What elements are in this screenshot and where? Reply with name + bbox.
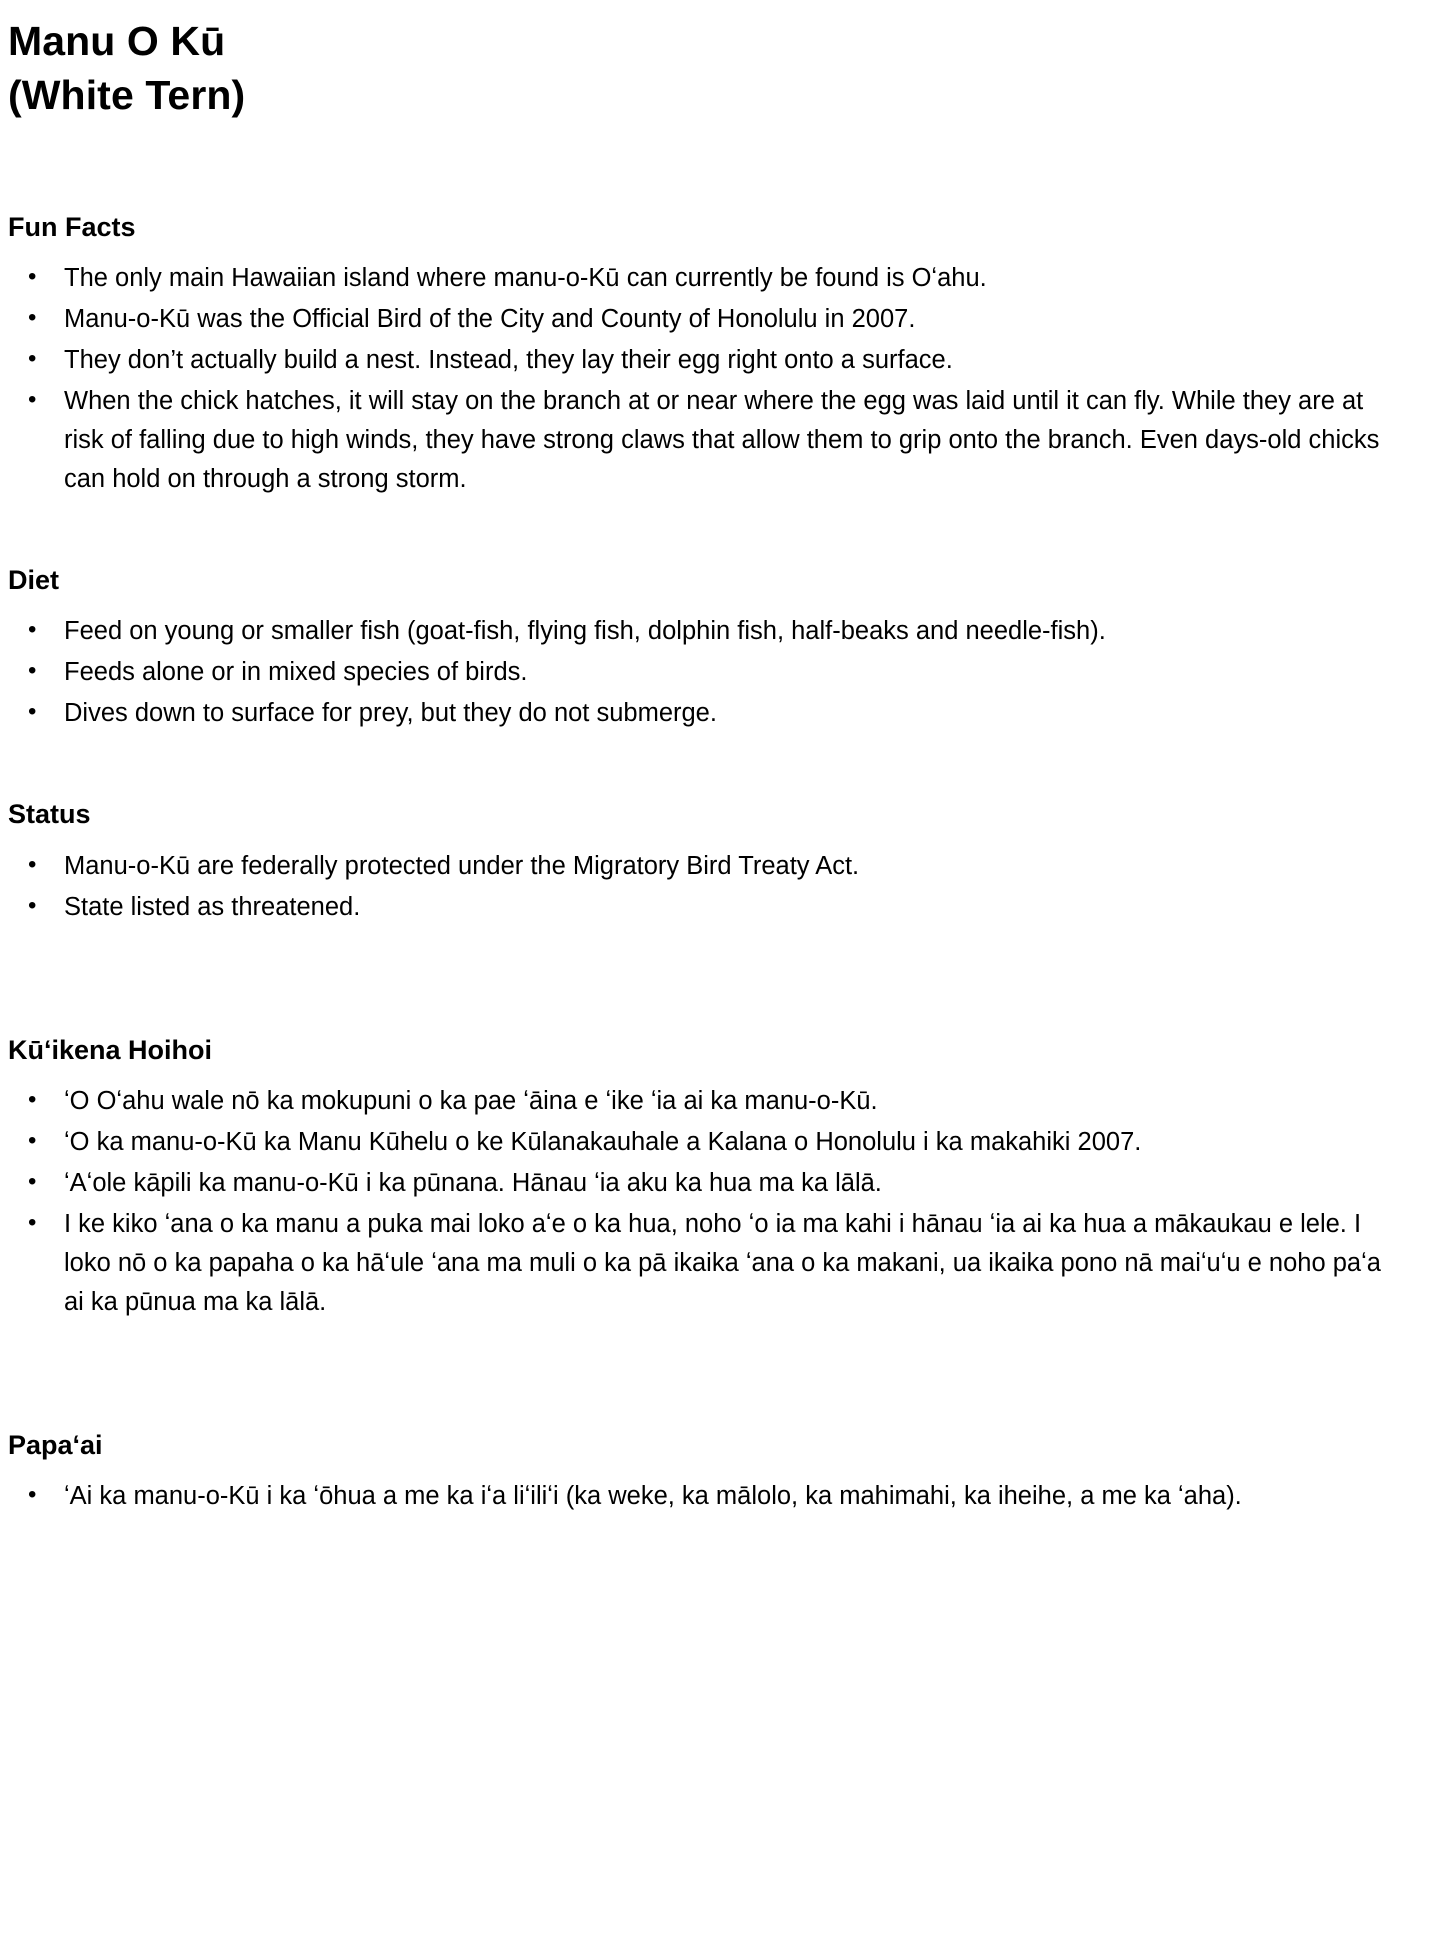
section-heading-diet: Diet — [8, 565, 60, 596]
list-item: • Feed on young or smaller fish (goat-fish, flying fish, dolphin fish, half-beaks and needle-fish). — [8, 612, 1385, 651]
section-fun-facts — [8, 210, 1385, 499]
list-item: • ʻAʻole kāpili ka manu-o-Kū i ka pūnana. Hānau ʻia aku ka hua ma ka lālā. — [8, 1164, 1385, 1203]
section-heading-status: Status — [8, 799, 91, 830]
page-title-line-1: Manu O Kū — [8, 18, 226, 64]
spacer — [8, 501, 1385, 563]
section-heading-kuikena-hoihoi: Kūʻikena Hoihoi — [8, 1034, 213, 1065]
page-title-line-2: (White Tern) — [8, 72, 246, 119]
spacer — [8, 122, 1385, 210]
section-status — [8, 797, 1385, 926]
bullet-list-diet — [8, 612, 1385, 733]
spacer — [8, 735, 1385, 797]
section-heading-papaai: Papaʻai — [8, 1429, 103, 1460]
section-papaai — [8, 1428, 1385, 1516]
spacer — [8, 1324, 1385, 1428]
list-item: • I ke kiko ʻana o ka manu a puka mai loko aʻe o ka hua, noho ʻo ia ma kahi i hānau ʻia ai ka hua a mākaukau e lele. I loko nō o ka papaha o ka hāʻule ʻana ma muli o ka pā ikaika ʻana o ka makani, ua ikaika pono nā maiʻuʻu e noho paʻa ai ka pūnua ma ka lālā. — [8, 1205, 1385, 1322]
list-item: • State listed as threatened. — [8, 888, 1385, 927]
bullet-list-fun-facts — [8, 259, 1385, 499]
bullet-list-kuikena-hoihoi — [8, 1082, 1385, 1322]
section-diet — [8, 563, 1385, 733]
list-item: • Manu-o-Kū was the Official Bird of the City and County of Honolulu in 2007. — [8, 300, 1385, 339]
list-item: • Feeds alone or in mixed species of birds. — [8, 653, 1385, 692]
list-item: • The only main Hawaiian island where manu-o-Kū can currently be found is Oʻahu. — [8, 259, 1385, 298]
page-title — [8, 14, 1385, 122]
list-item: • Dives down to surface for prey, but they do not submerge. — [8, 694, 1385, 733]
list-item: • When the chick hatches, it will stay on the branch at or near where the egg was laid until it can fly. While they are at risk of falling due to high winds, they have strong claws that allow them to grip onto the branch. Even days-old chicks can hold on through a strong storm. — [8, 382, 1385, 499]
list-item: • They don’t actually build a nest. Instead, they lay their egg right onto a surface. — [8, 341, 1385, 380]
spacer — [8, 929, 1385, 1033]
section-kuikena-hoihoi — [8, 1033, 1385, 1322]
bullet-list-status — [8, 847, 1385, 927]
bullet-list-papaai — [8, 1477, 1385, 1516]
list-item: • Manu-o-Kū are federally protected under the Migratory Bird Treaty Act. — [8, 847, 1385, 886]
list-item: • ʻO Oʻahu wale nō ka mokupuni o ka pae ʻāina e ʻike ʻia ai ka manu-o-Kū. — [8, 1082, 1385, 1121]
list-item: • ʻAi ka manu-o-Kū i ka ʻōhua a me ka iʻa liʻiliʻi (ka weke, ka mālolo, ka mahimahi, ka iheihe, a me ka ʻaha). — [8, 1477, 1385, 1516]
list-item: • ʻO ka manu-o-Kū ka Manu Kūhelu o ke Kūlanakauhale a Kalana o Honolulu i ka makahiki 2007. — [8, 1123, 1385, 1162]
section-heading-fun-facts: Fun Facts — [8, 212, 136, 243]
